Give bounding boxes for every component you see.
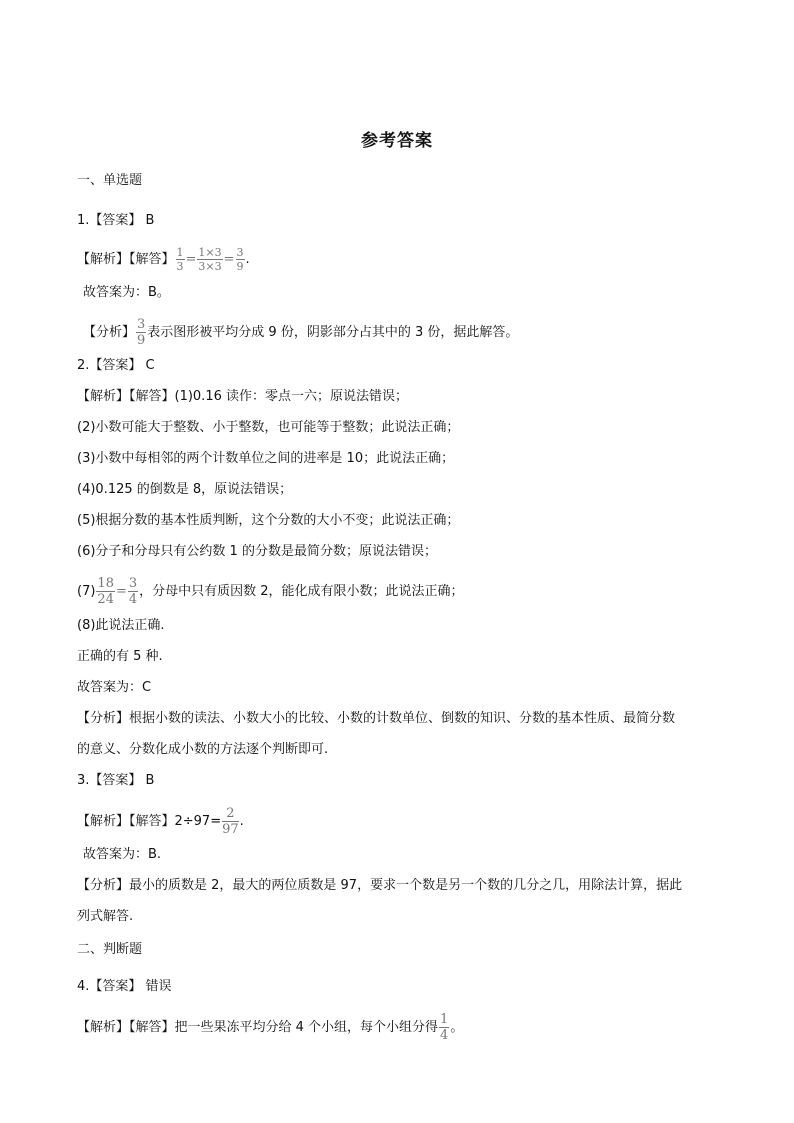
q2-line-5: (5)根据分数的基本性质判断，这个分数的大小不变；此说法正确； — [77, 513, 460, 528]
q3-conclusion: 故答案为：B. — [83, 847, 162, 862]
q2-fraction-3-4: $\frac{3}{4}$ — [128, 576, 138, 607]
q2-line-6: (6)分子和分母只有公约数 1 的分数是最简分数；原说法错误； — [77, 544, 437, 559]
section-heading-single-choice: 一、单选题 — [77, 173, 143, 188]
q3-answer: 3.【答案】 B — [77, 773, 155, 788]
q2-line-1: 【解析】【解答】(1)0.16 读作：零点一六；原说法错误； — [77, 389, 408, 404]
q3-reasoning-line-2: 列式解答. — [77, 909, 134, 924]
section-heading-true-false: 二、判断题 — [77, 942, 143, 957]
q2-line-4: (4)0.125 的倒数是 8，原说法错误； — [77, 482, 293, 497]
q1-fraction-1: $\frac{1}{3}$ — [176, 246, 184, 273]
q3-analysis: 【解析】【解答】2÷97= $\frac{2}{97}$ . — [77, 806, 244, 837]
q1-fraction-3: $\frac{3}{9}$ — [236, 246, 244, 273]
q4-fraction: $\frac{1}{4}$ — [440, 1012, 449, 1043]
q1-analysis-prefix: 【解析】【解答】 — [77, 252, 175, 267]
q1-answer: 1.【答案】 B — [77, 213, 155, 228]
q2-reasoning-line-1: 【分析】根据小数的读法、小数大小的比较、小数的计数单位、倒数的知识、分数的基本性质、最简分数 — [77, 711, 676, 726]
q1-reasoning-fraction: $\frac{3}{9}$ — [137, 317, 146, 348]
q2-line-8: (8)此说法正确. — [77, 618, 165, 633]
q1-conclusion: 故答案为：B。 — [83, 285, 170, 300]
q2-conclusion: 故答案为：C — [77, 680, 152, 695]
q2-line-3: (3)小数中每相邻的两个计数单位之间的进率是 10；此说法正确； — [77, 451, 455, 466]
page-title: 参考答案 — [361, 131, 433, 151]
q3-fraction: $\frac{2}{97}$ — [222, 806, 239, 837]
q1-fraction-2: $\frac{1\times 3}{3\times 3}$ — [198, 246, 222, 273]
q2-answer: 2.【答案】 C — [77, 358, 155, 373]
q2-reasoning-line-2: 的意义、分数化成小数的方法逐个判断即可. — [77, 742, 329, 757]
q2-fraction-18-24: $\frac{18}{24}$ — [97, 576, 114, 607]
q2-line-9: 正确的有 5 种. — [77, 649, 163, 664]
q2-line-2: (2)小数可能大于整数、小于整数，也可能等于整数；此说法正确； — [77, 420, 460, 435]
q1-analysis: 【解析】【解答】 $\frac{1}{3}$ = $\frac{1\times 3}{3\times 3}$ = $\frac{3}{9}$ . — [77, 246, 250, 273]
q4-answer: 4.【答案】 错误 — [77, 979, 172, 994]
q1-reasoning: 【分析】 $\frac{3}{9}$ 表示图形被平均分成 9 份，阴影部分占其中的 3 份，据此解答。 — [83, 317, 519, 348]
q3-reasoning-line-1: 【分析】最小的质数是 2，最大的两位质数是 97，要求一个数是另一个数的几分之几，用除法计算，据此 — [77, 878, 683, 893]
q4-analysis: 【解析】【解答】把一些果冻平均分给 4 个小组，每个小组分得 $\frac{1}{4}$ 。 — [77, 1012, 464, 1043]
q2-line-7: (7) $\frac{18}{24}$ = $\frac{3}{4}$ ，分母中只有质因数 2，能化成有限小数；此说法正确； — [77, 576, 464, 607]
